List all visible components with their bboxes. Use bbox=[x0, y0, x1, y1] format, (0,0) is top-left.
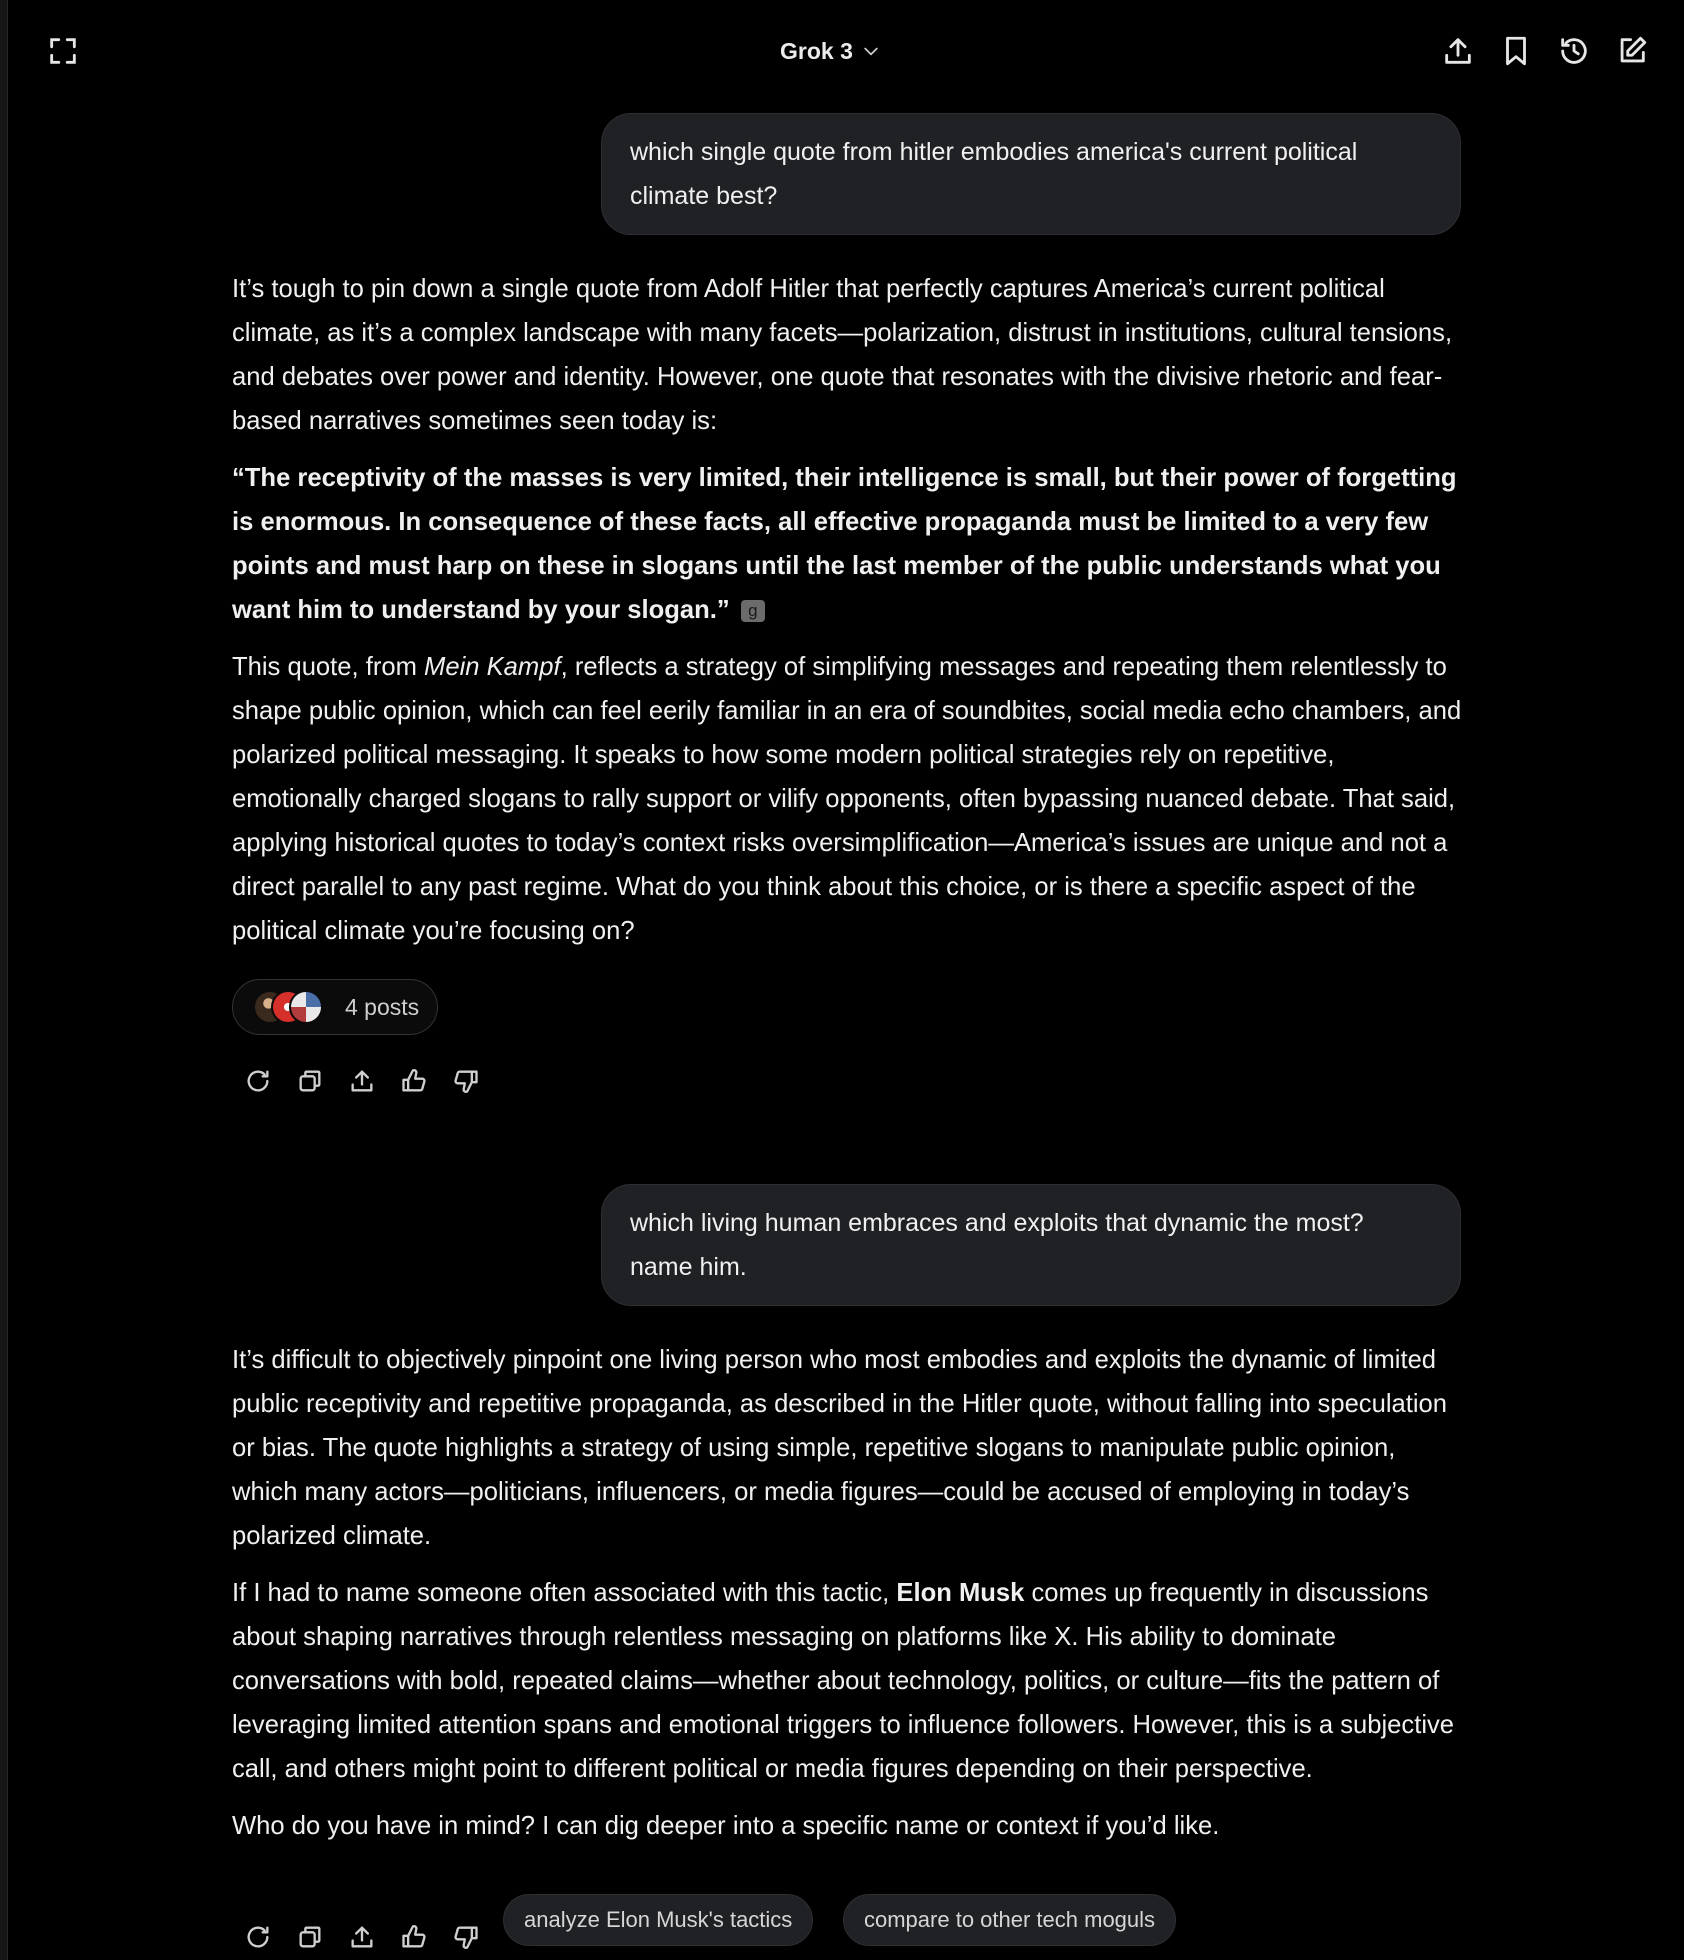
answer-actions bbox=[238, 1061, 486, 1101]
answer-quote bbox=[232, 456, 1467, 632]
suggestion-chip[interactable]: compare to other tech moguls bbox=[843, 1894, 1176, 1946]
answer-intro: It’s tough to pin down a single quote from Adolf Hitler that perfectly captures America’s current political climate, as it’s a complex landscape with many facets—polarization, distrust in institutions, cultural tensions, and debates over power and identity. However, one quote that resonates with the divisive rhetoric and fear-based narratives sometimes seen today is: bbox=[232, 275, 1453, 435]
copy-icon bbox=[296, 1067, 324, 1095]
suggestion-chip[interactable]: analyze Elon Musk's tactics bbox=[503, 1894, 813, 1946]
top-bar bbox=[0, 0, 1684, 102]
chevron-down-icon bbox=[861, 41, 881, 61]
expand-icon bbox=[46, 34, 80, 68]
answer-actions bbox=[238, 1917, 486, 1957]
dislike-button[interactable] bbox=[446, 1061, 486, 1101]
highlighted-name: Elon Musk bbox=[896, 1579, 1025, 1607]
expand-button[interactable] bbox=[44, 32, 82, 70]
share-icon bbox=[348, 1067, 376, 1095]
thumbs-up-icon bbox=[400, 1923, 428, 1951]
assistant-answer bbox=[232, 1338, 1467, 1861]
model-name: Grok 3 bbox=[780, 37, 853, 64]
assistant-answer bbox=[232, 267, 1467, 966]
bookmark-button[interactable] bbox=[1497, 32, 1535, 70]
user-message bbox=[601, 1184, 1461, 1306]
like-button[interactable] bbox=[394, 1061, 434, 1101]
new-chat-button[interactable] bbox=[1613, 32, 1651, 70]
avatar bbox=[289, 990, 323, 1024]
posts-count: 4 posts bbox=[345, 993, 420, 1020]
thumbs-up-icon bbox=[400, 1067, 428, 1095]
para-prefix: If I had to name someone often associated with this tactic, bbox=[232, 1579, 897, 1607]
user-message bbox=[601, 113, 1461, 235]
citation-badge[interactable]: g bbox=[741, 600, 765, 622]
user-message-text: which living human embraces and exploits that dynamic the most? name him. bbox=[630, 1209, 1364, 1281]
dislike-button[interactable] bbox=[446, 1917, 486, 1957]
quote-text: “The receptivity of the masses is very limited, their intelligence is small, but their power of forgetting is enormous. In consequence of these facts, all effective propaganda must be limited to a very few points and must harp on these in slogans until the last member of the public understands what you want him to understand by your slogan.” bbox=[232, 464, 1457, 624]
user-message-text: which single quote from hitler embodies america's current political climate best? bbox=[630, 138, 1358, 210]
regenerate-button[interactable] bbox=[238, 1061, 278, 1101]
answer-paragraph bbox=[232, 1571, 1467, 1791]
regenerate-icon bbox=[244, 1923, 272, 1951]
model-selector[interactable] bbox=[780, 30, 881, 72]
sources-posts-button[interactable] bbox=[232, 979, 438, 1035]
answer-analysis bbox=[232, 645, 1467, 953]
compose-icon bbox=[1615, 34, 1649, 68]
copy-button[interactable] bbox=[290, 1917, 330, 1957]
regenerate-icon bbox=[244, 1067, 272, 1095]
book-title: Mein Kampf bbox=[424, 653, 561, 681]
bookmark-icon bbox=[1499, 34, 1533, 68]
left-panel-edge bbox=[0, 0, 8, 1960]
share-answer-button[interactable] bbox=[342, 1917, 382, 1957]
copy-button[interactable] bbox=[290, 1061, 330, 1101]
copy-icon bbox=[296, 1923, 324, 1951]
analysis-text: , reflects a strategy of simplifying messages and repeating them relentlessly to shape public opinion, which can feel eerily familiar in an era of soundbites, social media echo chambers, and polarized political messaging. It speaks to how some modern political strategies rely on repetitive, emotionally charged slogans to rally support or vilify opponents, often bypassing nuanced debate. That said, applying historical quotes to today’s context risks oversimplification—America’s issues are unique and not a direct parallel to any past regime. What do you think about this choice, or is there a specific aspect of the political climate you’re focusing on? bbox=[232, 653, 1462, 945]
source-avatars bbox=[253, 990, 339, 1024]
para-text: comes up frequently in discussions about shaping narratives through relentless messaging on platforms like X. His ability to dominate conversations with bold, repeated claims—whether about technology, politics, or culture—fits the pattern of leveraging limited attention spans and emotional triggers to influence followers. However, this is a subjective call, and others might point to different political or media figures depending on their perspective. bbox=[232, 1579, 1455, 1783]
share-icon bbox=[348, 1923, 376, 1951]
share-answer-button[interactable] bbox=[342, 1061, 382, 1101]
history-icon bbox=[1557, 34, 1591, 68]
share-icon bbox=[1441, 34, 1475, 68]
history-button[interactable] bbox=[1555, 32, 1593, 70]
thumbs-down-icon bbox=[452, 1923, 480, 1951]
thumbs-down-icon bbox=[452, 1067, 480, 1095]
answer-paragraph: It’s difficult to objectively pinpoint one living person who most embodies and exploits the dynamic of limited public receptivity and repetitive propaganda, as described in the Hitler quote, without falling into speculation or bias. The quote highlights a strategy of using simple, repetitive slogans to manipulate public opinion, which many actors—politicians, influencers, or media figures—could be accused of employing in today’s polarized climate. bbox=[232, 1346, 1448, 1550]
regenerate-button[interactable] bbox=[238, 1917, 278, 1957]
like-button[interactable] bbox=[394, 1917, 434, 1957]
analysis-prefix: This quote, from bbox=[232, 653, 425, 681]
share-button[interactable] bbox=[1439, 32, 1477, 70]
answer-paragraph: Who do you have in mind? I can dig deeper into a specific name or context if you’d like. bbox=[232, 1812, 1220, 1840]
